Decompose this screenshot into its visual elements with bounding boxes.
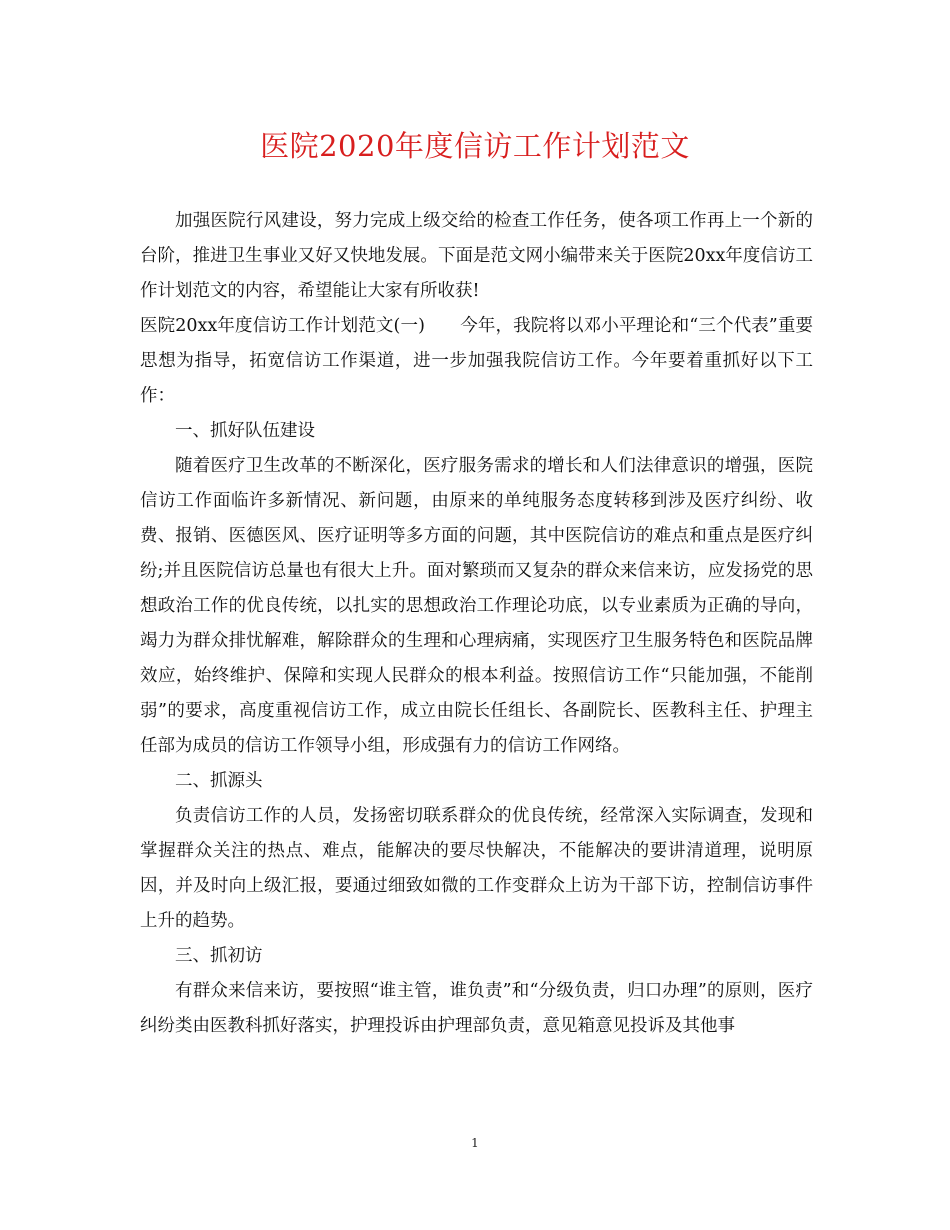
document-body — [140, 204, 813, 1044]
page-number: 1 — [471, 1136, 479, 1150]
paragraph-team-building: 随着医疗卫生改革的不断深化，医疗服务需求的增长和人们法律意识的增强，医院信访工作面临许多新情况、新问题，由原来的单纯服务态度转移到涉及医疗纠纷、收费、报销、医德医风、医疗证明等多方面的问题，其中医院信访的难点和重点是医疗纠纷;并且医院信访总量也有很大上升。面对繁琐而又复杂的群众来信来访，应发扬党的思想政治工作的优良传统，以扎实的思想政治工作理论功底，以专业素质为正确的导向，竭力为群众排忧解难，解除群众的生理和心理病痛，实现医疗卫生服务特色和医院品牌效应，始终维护、保障和实现人民群众的根本利益。按照信访工作“只能加强，不能削弱”的要求，高度重视信访工作，成立由院长任组长、各副院长、医教科主任、护理主任部为成员的信访工作领导小组，形成强有力的信访工作网络。 — [140, 456, 813, 756]
paragraph-first-visit: 有群众来信来访，要按照“谁主管，谁负责”和“分级负责，归口办理”的原则，医疗纠纷类由医教科抓好落实，护理投诉由护理部负责，意见箱意见投诉及其他事 — [140, 981, 813, 1036]
heading-first-visit: 三、抓初访 — [175, 946, 263, 966]
section-heading-paragraph: 医院20xx年度信访工作计划范文(一) 今年，我院将以邓小平理论和“三个代表”重要思想为指导，拓宽信访工作渠道，进一步加强我院信访工作。今年要着重抓好以下工作： — [140, 316, 813, 406]
document-title: 医院2020年度信访工作计划范文 — [260, 129, 690, 163]
heading-team-building: 一、抓好队伍建设 — [175, 421, 315, 441]
heading-source: 二、抓源头 — [175, 771, 263, 791]
intro-paragraph: 加强医院行风建设，努力完成上级交给的检查工作任务，使各项工作再上一个新的台阶，推进卫生事业又好又快地发展。下面是范文网小编带来关于医院20xx年度信访工作计划范文的内容，希望能让大家有所收获! — [140, 211, 813, 301]
paragraph-source: 负责信访工作的人员，发扬密切联系群众的优良传统，经常深入实际调查，发现和掌握群众关注的热点、难点，能解决的要尽快解决，不能解决的要讲清道理，说明原因，并及时向上级汇报，要通过细致如微的工作变群众上访为干部下访，控制信访事件上升的趋势。 — [140, 806, 813, 931]
